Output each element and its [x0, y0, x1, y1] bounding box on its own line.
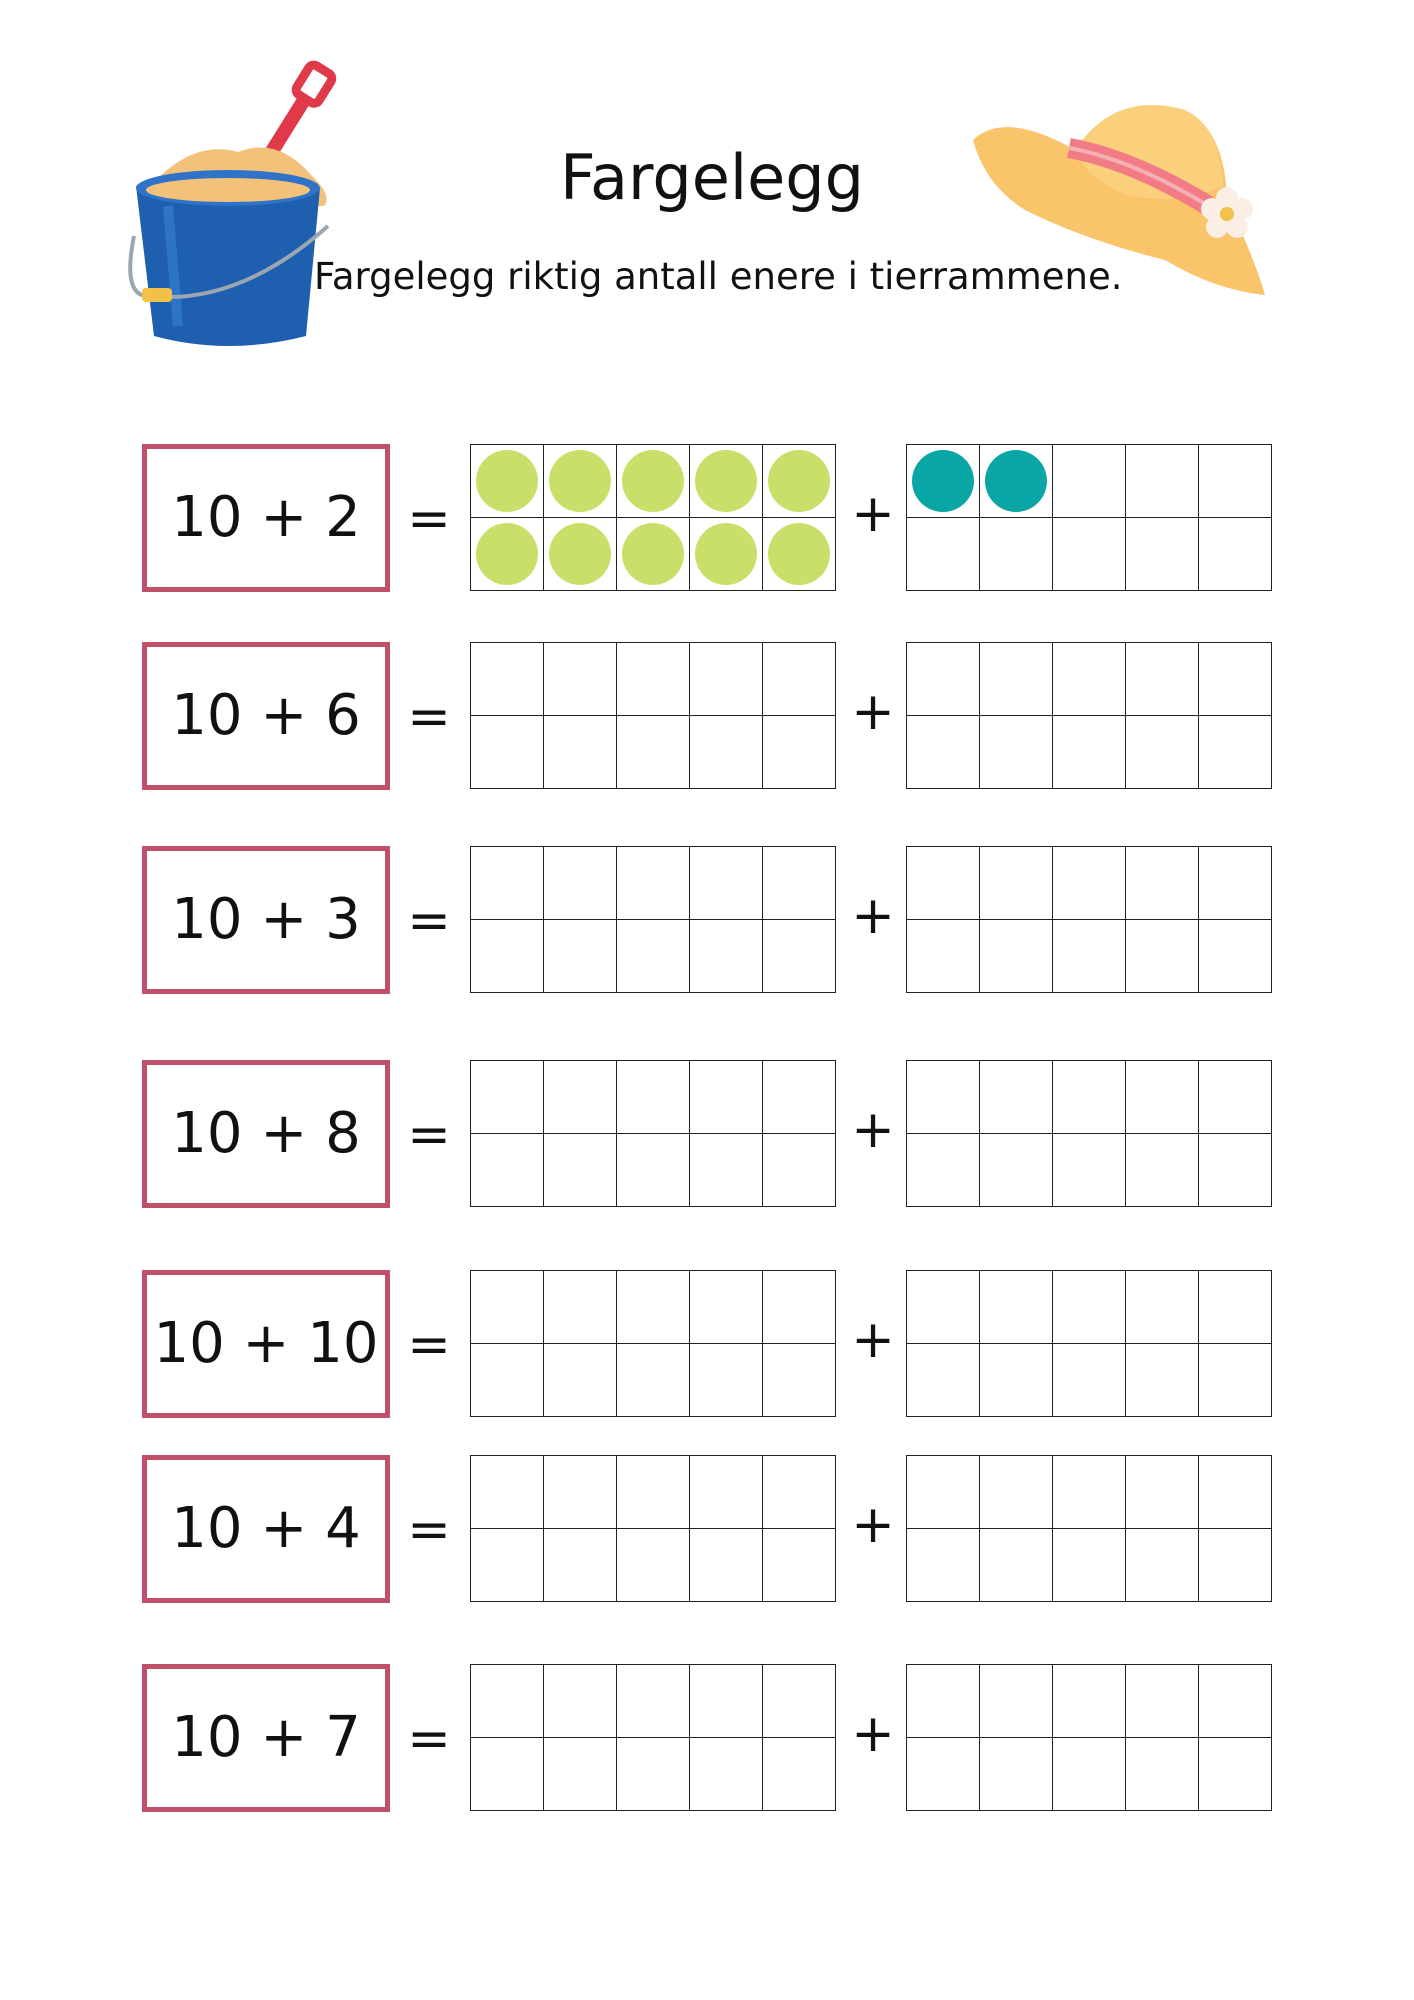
equals-sign: = [407, 1105, 451, 1165]
page-title: Fargelegg [560, 141, 864, 214]
instruction-text: Fargelegg riktig antall enere i tierrammene. [314, 255, 1123, 298]
problem-row [0, 444, 1414, 594]
frame-cell[interactable] [1053, 716, 1126, 789]
frame-cell[interactable] [690, 1271, 763, 1344]
frame-cell[interactable] [1053, 1134, 1126, 1207]
frame-cell[interactable] [690, 920, 763, 993]
frame-cell[interactable] [617, 1665, 690, 1738]
frame-cell[interactable] [980, 1271, 1053, 1344]
frame-cell[interactable] [471, 716, 544, 789]
frame-cell[interactable] [1126, 1344, 1199, 1417]
frame-cell[interactable] [1053, 920, 1126, 993]
frame-cell[interactable] [1199, 1738, 1272, 1811]
counter-dot [476, 450, 538, 512]
frame-cell[interactable] [544, 643, 617, 716]
frame-cell[interactable] [617, 1344, 690, 1417]
frame-cell[interactable] [1199, 716, 1272, 789]
ones-frame [906, 1060, 1272, 1207]
frame-cell[interactable] [544, 1738, 617, 1811]
frame-cell[interactable] [471, 1271, 544, 1344]
frame-cell[interactable] [763, 847, 836, 920]
frame-cell[interactable] [690, 847, 763, 920]
frame-cell[interactable] [1053, 643, 1126, 716]
frame-cell[interactable] [1126, 445, 1199, 518]
counter-dot [768, 450, 830, 512]
frame-cell[interactable] [1199, 445, 1272, 518]
frame-cell[interactable] [1199, 643, 1272, 716]
tens-frame [470, 1060, 836, 1207]
equals-sign: = [407, 1500, 451, 1560]
equals-sign: = [407, 687, 451, 747]
plus-sign: + [851, 1704, 895, 1764]
frame-cell[interactable] [617, 1738, 690, 1811]
frame-cell[interactable] [763, 920, 836, 993]
tens-frame [470, 1664, 836, 1811]
frame-cell[interactable] [471, 920, 544, 993]
frame-cell[interactable] [907, 643, 980, 716]
frame-cell[interactable] [544, 1456, 617, 1529]
frame-cell[interactable] [907, 1344, 980, 1417]
frame-cell[interactable] [1199, 1134, 1272, 1207]
frame-cell[interactable] [471, 847, 544, 920]
equals-sign: = [407, 1709, 451, 1769]
frame-cell[interactable] [690, 518, 763, 591]
frame-cell[interactable] [1199, 1529, 1272, 1602]
frame-cell[interactable] [1199, 1665, 1272, 1738]
frame-cell[interactable] [617, 1456, 690, 1529]
frame-cell[interactable] [907, 920, 980, 993]
frame-cell[interactable] [544, 1061, 617, 1134]
frame-cell[interactable] [1053, 1061, 1126, 1134]
frame-cell[interactable] [544, 920, 617, 993]
frame-cell[interactable] [1126, 643, 1199, 716]
frame-cell[interactable] [1126, 920, 1199, 993]
plus-sign: + [851, 1495, 895, 1555]
frame-cell[interactable] [690, 1061, 763, 1134]
frame-cell[interactable] [544, 1529, 617, 1602]
frame-cell[interactable] [471, 1456, 544, 1529]
frame-cell[interactable] [980, 716, 1053, 789]
counter-dot [476, 523, 538, 585]
problem-row [0, 1270, 1414, 1420]
frame-cell[interactable] [690, 643, 763, 716]
frame-cell[interactable] [763, 1061, 836, 1134]
frame-cell[interactable] [690, 1665, 763, 1738]
frame-cell[interactable] [617, 643, 690, 716]
expression-box: 10 + 6 [142, 642, 390, 790]
plus-sign: + [851, 886, 895, 946]
frame-cell[interactable] [1199, 1061, 1272, 1134]
frame-cell[interactable] [907, 1134, 980, 1207]
frame-cell[interactable] [1126, 1456, 1199, 1529]
frame-cell[interactable] [1199, 920, 1272, 993]
frame-cell[interactable] [763, 1456, 836, 1529]
frame-cell[interactable] [980, 1738, 1053, 1811]
frame-cell[interactable] [907, 518, 980, 591]
frame-cell[interactable] [1053, 1738, 1126, 1811]
frame-cell[interactable] [471, 1738, 544, 1811]
expression-box: 10 + 8 [142, 1060, 390, 1208]
tens-frame [470, 1270, 836, 1417]
frame-cell[interactable] [980, 643, 1053, 716]
problem-row [0, 846, 1414, 996]
ones-frame [906, 1455, 1272, 1602]
problem-row [0, 1060, 1414, 1210]
frame-cell[interactable] [1126, 1271, 1199, 1344]
plus-sign: + [851, 1100, 895, 1160]
ones-frame [906, 444, 1272, 591]
frame-cell[interactable] [690, 1344, 763, 1417]
frame-cell[interactable] [980, 1134, 1053, 1207]
frame-cell[interactable] [617, 1529, 690, 1602]
frame-cell[interactable] [690, 1134, 763, 1207]
expression-box: 10 + 2 [142, 444, 390, 592]
frame-cell[interactable] [617, 716, 690, 789]
frame-cell[interactable] [980, 920, 1053, 993]
frame-cell[interactable] [907, 1665, 980, 1738]
frame-cell[interactable] [690, 445, 763, 518]
counter-dot [985, 450, 1047, 512]
frame-cell[interactable] [1126, 1665, 1199, 1738]
frame-cell[interactable] [907, 1271, 980, 1344]
ones-frame [906, 642, 1272, 789]
frame-cell[interactable] [690, 1738, 763, 1811]
frame-cell[interactable] [907, 1738, 980, 1811]
frame-cell[interactable] [763, 716, 836, 789]
frame-cell[interactable] [471, 1061, 544, 1134]
frame-cell[interactable] [980, 518, 1053, 591]
counter-dot [622, 450, 684, 512]
frame-cell[interactable] [617, 920, 690, 993]
frame-cell[interactable] [1053, 518, 1126, 591]
frame-cell[interactable] [1126, 847, 1199, 920]
frame-cell[interactable] [980, 847, 1053, 920]
tens-frame [470, 642, 836, 789]
frame-cell[interactable] [907, 445, 980, 518]
frame-cell[interactable] [1126, 518, 1199, 591]
equals-sign: = [407, 1315, 451, 1375]
counter-dot [622, 523, 684, 585]
expression-box: 10 + 7 [142, 1664, 390, 1812]
frame-cell[interactable] [763, 1344, 836, 1417]
frame-cell[interactable] [1199, 1456, 1272, 1529]
frame-cell[interactable] [763, 1738, 836, 1811]
frame-cell[interactable] [1126, 716, 1199, 789]
problem-row [0, 1455, 1414, 1605]
plus-sign: + [851, 1310, 895, 1370]
counter-dot [695, 523, 757, 585]
frame-cell[interactable] [617, 1271, 690, 1344]
frame-cell[interactable] [1126, 1529, 1199, 1602]
frame-cell[interactable] [1053, 847, 1126, 920]
frame-cell[interactable] [980, 1529, 1053, 1602]
frame-cell[interactable] [763, 445, 836, 518]
expression-box: 10 + 3 [142, 846, 390, 994]
frame-cell[interactable] [617, 1134, 690, 1207]
ones-frame [906, 846, 1272, 993]
frame-cell[interactable] [471, 445, 544, 518]
frame-cell[interactable] [907, 1456, 980, 1529]
counter-dot [912, 450, 974, 512]
counter-dot [695, 450, 757, 512]
frame-cell[interactable] [980, 1061, 1053, 1134]
frame-cell[interactable] [763, 643, 836, 716]
frame-cell[interactable] [1199, 518, 1272, 591]
frame-cell[interactable] [544, 1344, 617, 1417]
frame-cell[interactable] [980, 445, 1053, 518]
frame-cell[interactable] [1126, 1061, 1199, 1134]
frame-cell[interactable] [1053, 1271, 1126, 1344]
frame-cell[interactable] [617, 847, 690, 920]
plus-sign: + [851, 682, 895, 742]
frame-cell[interactable] [763, 1271, 836, 1344]
frame-cell[interactable] [907, 847, 980, 920]
frame-cell[interactable] [1053, 1529, 1126, 1602]
frame-cell[interactable] [690, 1529, 763, 1602]
frame-cell[interactable] [763, 1134, 836, 1207]
frame-cell[interactable] [1199, 847, 1272, 920]
frame-cell[interactable] [1199, 1271, 1272, 1344]
frame-cell[interactable] [907, 1529, 980, 1602]
frame-cell[interactable] [544, 1271, 617, 1344]
frame-cell[interactable] [980, 1665, 1053, 1738]
plus-sign: + [851, 484, 895, 544]
frame-cell[interactable] [471, 1344, 544, 1417]
frame-cell[interactable] [617, 445, 690, 518]
frame-cell[interactable] [1126, 1738, 1199, 1811]
frame-cell[interactable] [1053, 1456, 1126, 1529]
frame-cell[interactable] [980, 1344, 1053, 1417]
frame-cell[interactable] [544, 518, 617, 591]
frame-cell[interactable] [471, 1134, 544, 1207]
problem-row [0, 642, 1414, 792]
frame-cell[interactable] [544, 445, 617, 518]
counter-dot [768, 523, 830, 585]
frame-cell[interactable] [471, 1665, 544, 1738]
counter-dot [549, 450, 611, 512]
expression-box: 10 + 4 [142, 1455, 390, 1603]
tens-frame [470, 1455, 836, 1602]
frame-cell[interactable] [544, 1134, 617, 1207]
frame-cell[interactable] [907, 716, 980, 789]
frame-cell[interactable] [1126, 1134, 1199, 1207]
frame-cell[interactable] [690, 1456, 763, 1529]
problem-row [0, 1664, 1414, 1814]
frame-cell[interactable] [980, 1456, 1053, 1529]
frame-cell[interactable] [544, 1665, 617, 1738]
expression-box: 10 + 10 [142, 1270, 390, 1418]
frame-cell[interactable] [617, 1061, 690, 1134]
ones-frame [906, 1270, 1272, 1417]
frame-cell[interactable] [617, 518, 690, 591]
frame-cell[interactable] [544, 847, 617, 920]
counter-dot [549, 523, 611, 585]
ones-frame [906, 1664, 1272, 1811]
frame-cell[interactable] [471, 643, 544, 716]
frame-cell[interactable] [763, 1529, 836, 1602]
frame-cell[interactable] [1053, 1665, 1126, 1738]
frame-cell[interactable] [763, 518, 836, 591]
frame-cell[interactable] [471, 518, 544, 591]
frame-cell[interactable] [763, 1665, 836, 1738]
equals-sign: = [407, 489, 451, 549]
frame-cell[interactable] [471, 1529, 544, 1602]
frame-cell[interactable] [1053, 445, 1126, 518]
frame-cell[interactable] [544, 716, 617, 789]
tens-frame [470, 444, 836, 591]
tens-frame [470, 846, 836, 993]
frame-cell[interactable] [907, 1061, 980, 1134]
equals-sign: = [407, 891, 451, 951]
frame-cell[interactable] [690, 716, 763, 789]
frame-cell[interactable] [1053, 1344, 1126, 1417]
frame-cell[interactable] [1199, 1344, 1272, 1417]
